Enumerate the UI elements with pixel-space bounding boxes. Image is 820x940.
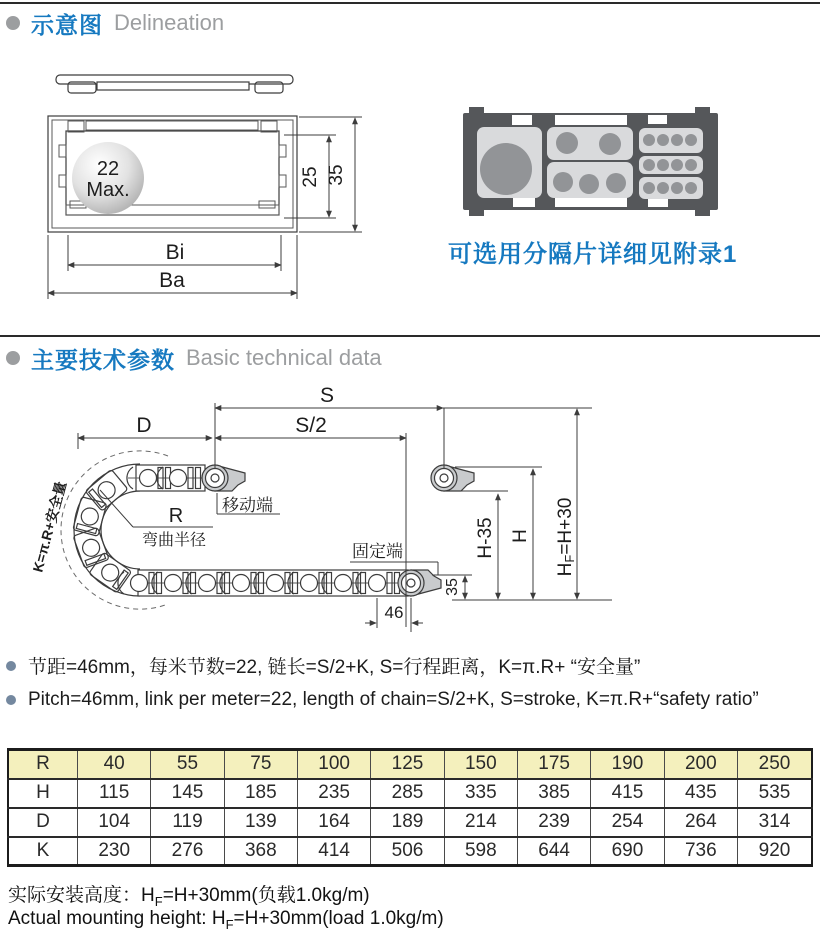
section-technical-header [6,342,382,374]
table-cell: 644 [517,837,590,866]
mid-rule [0,335,820,337]
fixed-end-bracket [398,570,441,596]
note-en [6,689,759,711]
moving-end-bracket-extended [431,465,474,491]
divider-caption: 可选用分隔片详细见附录1 [448,241,738,268]
section-title-cn: 示意图 [31,11,103,38]
table-cell: 40 [78,750,151,779]
table-cell: 119 [151,808,224,837]
row-label: D [8,808,78,837]
spec-table-body [8,750,812,866]
bullet-icon [6,16,20,30]
table-cell: 920 [737,837,812,866]
table-cell: 314 [737,808,812,837]
table-cell: 75 [224,750,297,779]
spec-table [7,748,813,867]
row-label: H [8,779,78,808]
table-cell: 239 [517,808,590,837]
table-cell: 100 [297,750,370,779]
max-cable-ball [72,142,144,214]
table-cell: 115 [78,779,151,808]
chain-bend [73,464,140,596]
section-title-cn: 主要技术参数 [31,346,175,373]
dim-ba-label: Ba [159,269,185,292]
table-cell: 254 [591,808,664,837]
table-cell: 104 [78,808,151,837]
chain-bottom-run [118,570,412,596]
divider-illustration [445,90,765,235]
dim-hf-label: HF=H+30 [555,497,577,577]
table-cell: 145 [151,779,224,808]
table-cell: 150 [444,750,517,779]
moving-end-bracket [202,465,245,491]
table-cell: 230 [78,837,151,866]
ball-diameter-label: 22 [96,158,120,180]
divider-compartments [477,127,703,199]
footer-en: Actual mounting height: $H_F=H+30mm(load$ 1.0kg/m) [8,908,444,932]
table-cell: 190 [591,750,664,779]
table-cell: 435 [664,779,737,808]
note-en-text: Pitch=46mm, link per meter=22, length of chain=S/2+K, S=stroke, K=π.R+“safety ratio” [28,689,759,710]
note-cn-text: 节距=46mm，每米节数=22, 链长=S/2+K, S=行程距离，K=π.R+ “安全量” [28,657,641,678]
k-formula-label: K=π.R+安全量 [29,479,70,574]
dim-h-label: H [510,529,531,543]
table-cell: 415 [591,779,664,808]
table-cell: 164 [297,808,370,837]
table-cell: 506 [371,837,444,866]
fixed-end-label: 固定端 [352,542,403,561]
bend-radius-label: 弯曲半径 [142,532,207,549]
section-delineation-header [6,7,224,39]
table-cell: 189 [371,808,444,837]
dim-46-label: 46 [384,603,404,622]
chain-side-view-drawing [0,385,820,650]
table-cell: 264 [664,808,737,837]
table-cell: 385 [517,779,590,808]
note-bullet-icon [6,661,16,671]
table-row [8,779,812,808]
footer-cn: 实际安装高度：$H_F=H+30mm$(负载1.0kg/m) [8,885,370,909]
dim-25-label: 25 [300,166,321,188]
row-label: R [8,750,78,779]
cross-section-drawing [0,55,420,305]
dim-s-label: S [319,385,335,407]
table-cell: 736 [664,837,737,866]
dim-35-label: 35 [444,578,461,596]
table-cell: 285 [371,779,444,808]
table-cell: 214 [444,808,517,837]
row-label: K [8,837,78,866]
table-cell: 250 [737,750,812,779]
dim-35-label: 35 [326,164,347,186]
table-cell: 276 [151,837,224,866]
dim-d-label: D [136,414,152,437]
top-rule [0,2,820,4]
dim-bi-label: Bi [165,241,185,264]
table-cell: 535 [737,779,812,808]
ball-max-label: Max. [86,179,130,201]
table-cell: 335 [444,779,517,808]
table-cell: 125 [371,750,444,779]
table-row [8,808,812,837]
table-cell: 185 [224,779,297,808]
table-cell: 200 [664,750,737,779]
note-cn [6,652,640,679]
table-row [8,837,812,866]
table-row [8,750,812,779]
moving-end-label: 移动端 [222,496,273,515]
table-cell: 175 [517,750,590,779]
lid-cover [56,75,293,93]
dim-r-label: R [168,505,184,527]
dim-s2-label: S/2 [295,414,327,437]
note-bullet-icon [6,695,16,705]
table-cell: 235 [297,779,370,808]
table-cell: 55 [151,750,224,779]
section-title-en: Delineation [114,10,225,35]
bullet-icon [6,351,20,365]
table-cell: 368 [224,837,297,866]
table-cell: 598 [444,837,517,866]
section-title-en: Basic technical data [186,345,382,370]
dim-h35-label: H-35 [475,517,496,559]
table-cell: 690 [591,837,664,866]
table-cell: 139 [224,808,297,837]
table-cell: 414 [297,837,370,866]
